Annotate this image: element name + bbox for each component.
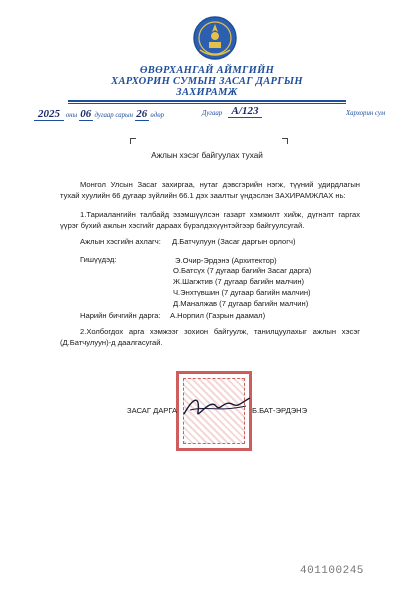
place: Хархорин сум <box>346 110 386 117</box>
signatory-name: Б.БАТ-ЭРДЭНЭ <box>252 406 308 415</box>
date-day-suffix: өдөр <box>150 112 165 119</box>
secretary-name: А.Норпил (Газрын даамал) <box>170 311 266 320</box>
header-rule <box>68 100 346 102</box>
secretary-label: Нарийн бичгийн дарга: <box>80 311 161 320</box>
leader-label: Ажлын хэсгийн ахлагч: <box>80 237 161 246</box>
header-rule-thin <box>68 103 346 104</box>
member-4: Ч.Энхтүвшин (7 дугаар багийн малчин) <box>173 288 311 297</box>
date-month: 06 <box>80 108 92 120</box>
date-year: 2025 <box>34 108 64 121</box>
bracket-left <box>130 138 136 144</box>
header-line-2: ХАРХОРИН СУМЫН ЗАСАГ ДАРГЫН <box>111 76 303 87</box>
member-5: Д.Маналжав (7 дугаар багийн малчин) <box>173 299 309 308</box>
members-label: Гишүүдэд: <box>80 255 117 264</box>
date-day: 26 <box>136 108 148 120</box>
item-1: 1.Тариалангийн талбайд эзэмшүүлсэн газарт хэмжилт хийж, дүгнэлт гаргах үүрэг бүхий ажлын хэсгийг дараах бүрэлдэхүүнтэйгээр байгуулсугай. <box>60 210 360 230</box>
state-emblem-icon <box>192 14 238 62</box>
item-2: 2.Холбогдох арга хэмжээг зохион байгуулж, танилцуулахыг ажлын хэсэг (Д.Батчулуун)-д даалгасугай. <box>60 327 360 347</box>
header-title: ЗАХИРАМЖ <box>176 87 238 98</box>
bracket-right <box>282 138 288 144</box>
signature-title: ЗАСАГ ДАРГА <box>127 406 178 415</box>
header-line-1: ӨВӨРХАНГАЙ АЙМГИЙН <box>139 65 275 76</box>
member-3: Ж.Шагжтив (7 дугаар багийн малчин) <box>173 277 305 286</box>
leader-name: Д.Батчулуун (Засаг даргын орлогч) <box>172 237 296 246</box>
date-year-suffix: оны <box>65 112 78 119</box>
subject: Ажлын хэсэг байгуулах тухай <box>151 151 263 160</box>
member-1: Э.Очир-Эрдэнэ (Архитектор) <box>175 256 277 265</box>
date-line <box>34 108 164 121</box>
handwritten-signature <box>180 392 252 422</box>
serial-number: 401100245 <box>300 565 364 577</box>
number-label: Дугаар <box>202 110 223 117</box>
intro-paragraph: Монгол Улсын Засаг захиргаа, нутаг дэвсгэрийн нэгж, түүний удирдлагын тухай хуулийн 66 дугаар зүйлийн 66.1 дэх заалтыг үндэслэн ЗАХИРАМЖЛАХ нь: <box>60 180 360 200</box>
date-month-suffix: дугаар сарын <box>94 112 134 119</box>
member-2: О.Батсүх (7 дугаар багийн Засаг дарга) <box>173 266 312 275</box>
doc-number: А/123 <box>228 105 262 118</box>
